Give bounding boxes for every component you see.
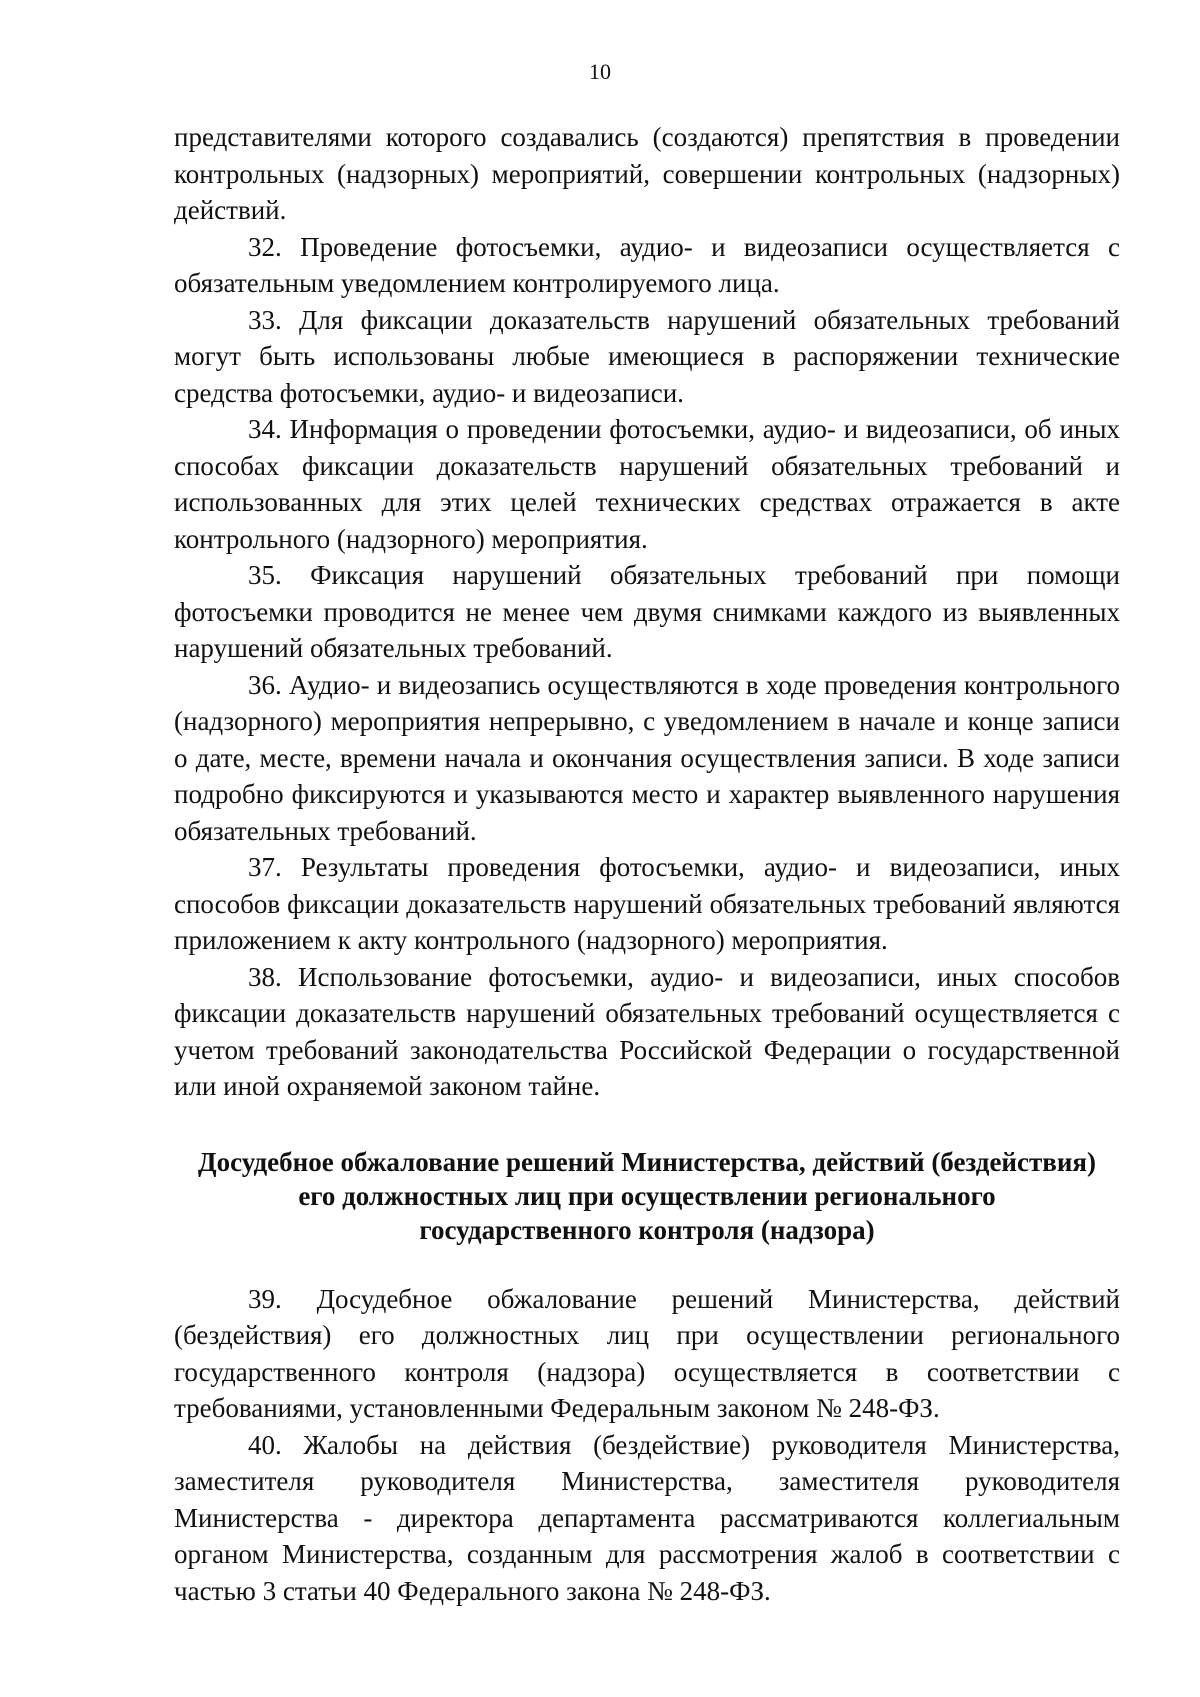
paragraph-32: 32. Проведение фотосъемки, аудио- и видеозаписи осуществляется с обязательным уведомлением контролируемого лица.	[174, 231, 1120, 298]
section-heading-line: Досудебное обжалование решений Министерства, действий (бездействия)	[198, 1146, 1096, 1177]
section-heading	[174, 1145, 1120, 1247]
paragraph-40: 40. Жалобы на действия (бездействие) руководителя Министерства, заместителя руководителя Министерства, заместителя руководителя Министерства - директора департамента рассматриваются коллегиальным органом Министерства, созданным для рассмотрения жалоб в соответствии с частью 3 статьи 40 Федерального закона № 248-ФЗ.	[174, 1429, 1120, 1606]
page-number: 10	[589, 59, 611, 84]
paragraph-36: 36. Аудио- и видеозапись осуществляются в ходе проведения контрольного (надзорного) мероприятия непрерывно, с уведомлением в начале и конце записи о дате, месте, времени начала и окончания осуществления записи. В ходе записи подробно фиксируются и указываются место и характер выявленного нарушения обязательных требований.	[174, 669, 1120, 846]
paragraph-33: 33. Для фиксации доказательств нарушений обязательных требований могут быть использованы любые имеющиеся в распоряжении технические средства фотосъемки, аудио- и видеозаписи.	[174, 304, 1120, 408]
paragraph-35: 35. Фиксация нарушений обязательных требований при помощи фотосъемки проводится не менее чем двумя снимками каждого из выявленных нарушений обязательных требований.	[174, 560, 1120, 663]
paragraph-39: 39. Досудебное обжалование решений Министерства, действий (бездействия) его должностных лиц при осуществлении регионального государственного контроля (надзора) осуществляется в соответствии с требованиями, установленными Федеральным законом № 248-ФЗ.	[174, 1283, 1120, 1423]
section-heading-line: его должностных лиц при осуществлении регионального	[298, 1180, 996, 1211]
section-heading-line: государственного контроля (надзора)	[419, 1214, 875, 1245]
paragraph-38: 38. Использование фотосъемки, аудио- и видеозаписи, иных способов фиксации доказательств нарушений обязательных требований осуществляется с учетом требований законодательства Российской Федерации о государственной или иной охраняемой законом тайне.	[174, 961, 1120, 1101]
paragraph-continuation: представителями которого создавались (создаются) препятствия в проведении контрольных (надзорных) мероприятий, совершении контрольных (надзорных) действий.	[174, 122, 1120, 225]
paragraph-37: 37. Результаты проведения фотосъемки, аудио- и видеозаписи, иных способов фиксации доказательств нарушений обязательных требований являются приложением к акту контрольного (надзорного) мероприятия.	[174, 852, 1120, 955]
paragraph-34: 34. Информация о проведении фотосъемки, аудио- и видеозаписи, об иных способах фиксации доказательств нарушений обязательных требований и использованных для этих целей технических средствах отражается в акте контрольного (надзорного) мероприятия.	[174, 414, 1120, 554]
document-body	[174, 119, 1120, 1609]
